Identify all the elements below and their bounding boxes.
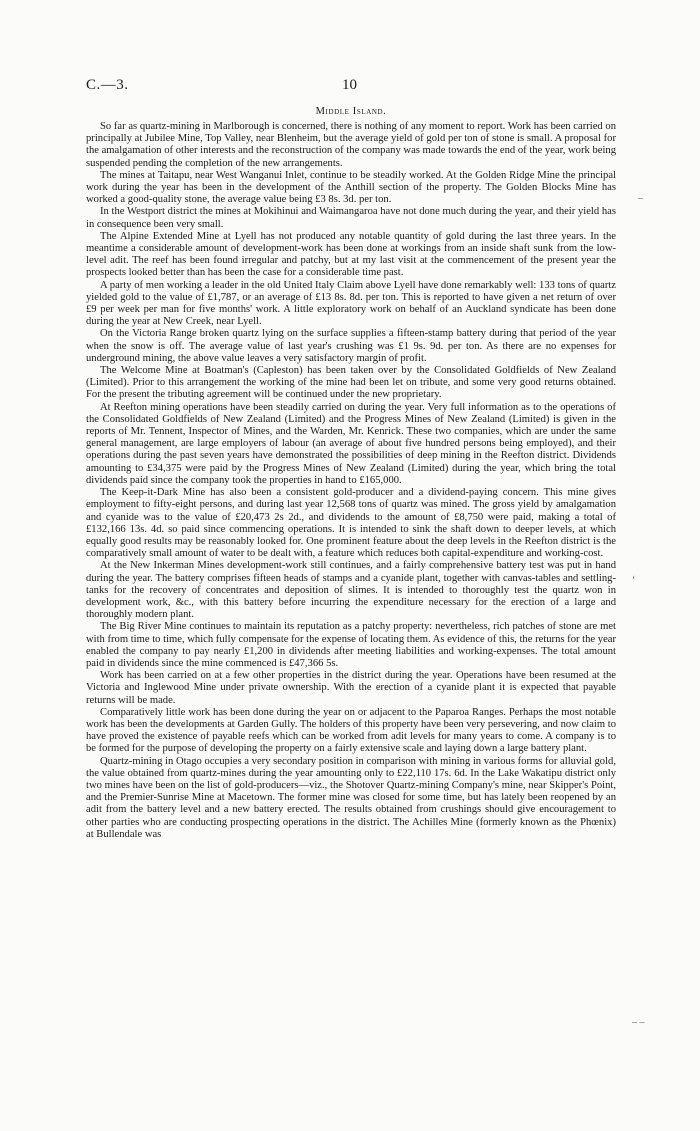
paragraph: Quartz-mining in Otago occupies a very secondary position in comparison with mining in various forms for alluvial gold, the value obtained from quartz-mines during the year amounting only to £22,110 17s. 6d. In the Lake Wakatipu district only two mines have been on the list of gold-producers—viz., the Shotover Quartz-mining Company's mine, near Skipper's Point, and the Premier-Sunrise Mine at Macetown. The former mine was closed for some time, but has lately been reopened by an adit from the battery level and a new battery erected. The results obtained from crushings should give encouragement to other parties who are conducting prospecting operations in the district. The Achilles Mine (formerly known as the Phœnix) at Bullendale was [86, 755, 616, 840]
paragraph: The Keep-it-Dark Mine has also been a consistent gold-producer and a dividend-paying concern. This mine gives employment to fifty-eight persons, and during last year 12,568 tons of quartz was mined. The gross yield by amalgamation and cyanide was to the value of £20,473 2s 2d., and dividends to the amount of £8,750 were paid, making a total of £132,166 13s. 4d. so paid since commencing operations. It is intended to sink the shaft down to deeper levels, at which equally good results may be reasonably looked for. One prominent feature about the deep levels in the Reefton district is the comparatively small amount of water to be dealt with, a feature which reduces both capital-expenditure and working-cost. [86, 487, 616, 560]
margin-mark: – [638, 193, 643, 204]
margin-mark: ‘ [632, 575, 636, 586]
paragraph: Work has been carried on at a few other properties in the district during the year. Operations have been resumed at the Victoria and Inglewood Mine under private ownership. With the erection of a cyanide plant it is expected that payable returns will be made. [86, 670, 616, 706]
document-reference: C.—3. [86, 77, 129, 93]
paragraph: On the Victoria Range broken quartz lying on the surface supplies a fifteen-stamp battery during that period of the year when the snow is off. The average value of last year's crushing was £1 9s. 9d. per ton. As there are no expenses for underground mining, the above value leaves a very satisfactory margin of profit. [86, 328, 616, 364]
section-title: Middle Island. [315, 106, 387, 117]
margin-mark: – – [632, 1017, 645, 1028]
paragraph: A party of men working a leader in the old United Italy Claim above Lyell have done remarkably well: 133 tons of quartz yielded gold to the value of £1,787, or an average of £13 8s. 8d. per ton. This is reported to have given a net return of over £9 per week per man for five months' work. A little exploratory work on behalf of an Auckland syndicate has been done during the year at New Creek, near Lyell. [86, 279, 616, 328]
paragraph: The Welcome Mine at Boatman's (Capleston) has been taken over by the Consolidated Goldfields of New Zealand (Limited). Prior to this arrangement the working of the mine had been let on tribute, and some very good returns obtained. For the present the tributing agreement will be continued under the new proprietary. [86, 365, 616, 401]
paragraph: So far as quartz-mining in Marlborough is concerned, there is nothing of any moment to report. Work has been carried on principally at Jubilee Mine, Top Valley, near Blenheim, but the average yield of gold per ton of stone is small. A proposal for the amalgamation of other interests and the reconstruction of the company was made towards the end of the year, work being suspended pending the completion of the new arrangements. [86, 121, 616, 169]
page-header [86, 77, 616, 97]
paragraph: The Alpine Extended Mine at Lyell has not produced any notable quantity of gold during the last three years. In the meantime a considerable amount of development-work has been done at workings from an inside shaft sunk from the low-level adit. The reef has been found irregular and patchy, but at my last visit at the commencement of the present year the prospects looked better than has been the case for a considerable time past. [86, 230, 616, 279]
paragraph: In the Westport district the mines at Mokihinui and Waimangaroa have not done much during the year, and their yield has in consequence been very small. [86, 206, 616, 230]
paragraph: At Reefton mining operations have been steadily carried on during the year. Very full information as to the operations of the Consolidated Goldfields of New Zealand (Limited) and the Progress Mines of New Zealand (Limited) is given in the reports of Mr. Tennent, Inspector of Mines, and the Warden, Mr. Kenrick. These two companies, which are under the same general management, are large employers of labour (an average of about five hundred persons being employed), and their operations during the past seven years have demonstrated the possibilities of deep mining in the Reefton district. Dividends amounting to £34,375 were paid by the Progress Mines of New Zealand (Limited) during the year, which bring the total dividends paid since the company took the properties in hand to £165,000. [86, 401, 616, 486]
paragraph: Comparatively little work has been done during the year on or adjacent to the Paparoa Ranges. Perhaps the most notable work has been the developments at Garden Gully. The holders of this property have been very persevering, and now claim to have proved the existence of payable reefs which can be worked from adit levels for many years to come. A company is to be formed for the purpose of developing the property on a fairly extensive scale and laying down a large battery plant. [86, 706, 616, 755]
paragraph: The Big River Mine continues to maintain its reputation as a patchy property: nevertheless, rich patches of stone are met with from time to time, which fully compensate for the expense of locating them. As evidence of this, the returns for the year enabled the company to pay nearly £1,200 in dividends after meeting liabilities and working-expenses. The total amount paid in dividends since the mine commenced is £47,366 5s. [86, 621, 616, 669]
paragraph: At the New Inkerman Mines development-work still continues, and a fairly comprehensive battery test was put in hand during the year. The battery comprises fifteen heads of stamps and a cyanide plant, together with canvas-tables and settling-tanks for the recovery of concentrates and deposition of slimes. It is intended to thoroughly test the quartz won in development work, &c., with this battery before incurring the expenditure necessary for the erection of a large and thoroughly modern plant. [86, 560, 616, 621]
page-number: 10 [342, 77, 357, 93]
body-text [86, 121, 616, 841]
paragraph: The mines at Taitapu, near West Wanganui Inlet, continue to be steadily worked. At the Golden Ridge Mine the principal work during the year has been in the development of the Anthill section of the property. The Golden Blocks Mine has worked a good-quality stone, the average value being £3 8s. 3d. per ton. [86, 169, 616, 206]
